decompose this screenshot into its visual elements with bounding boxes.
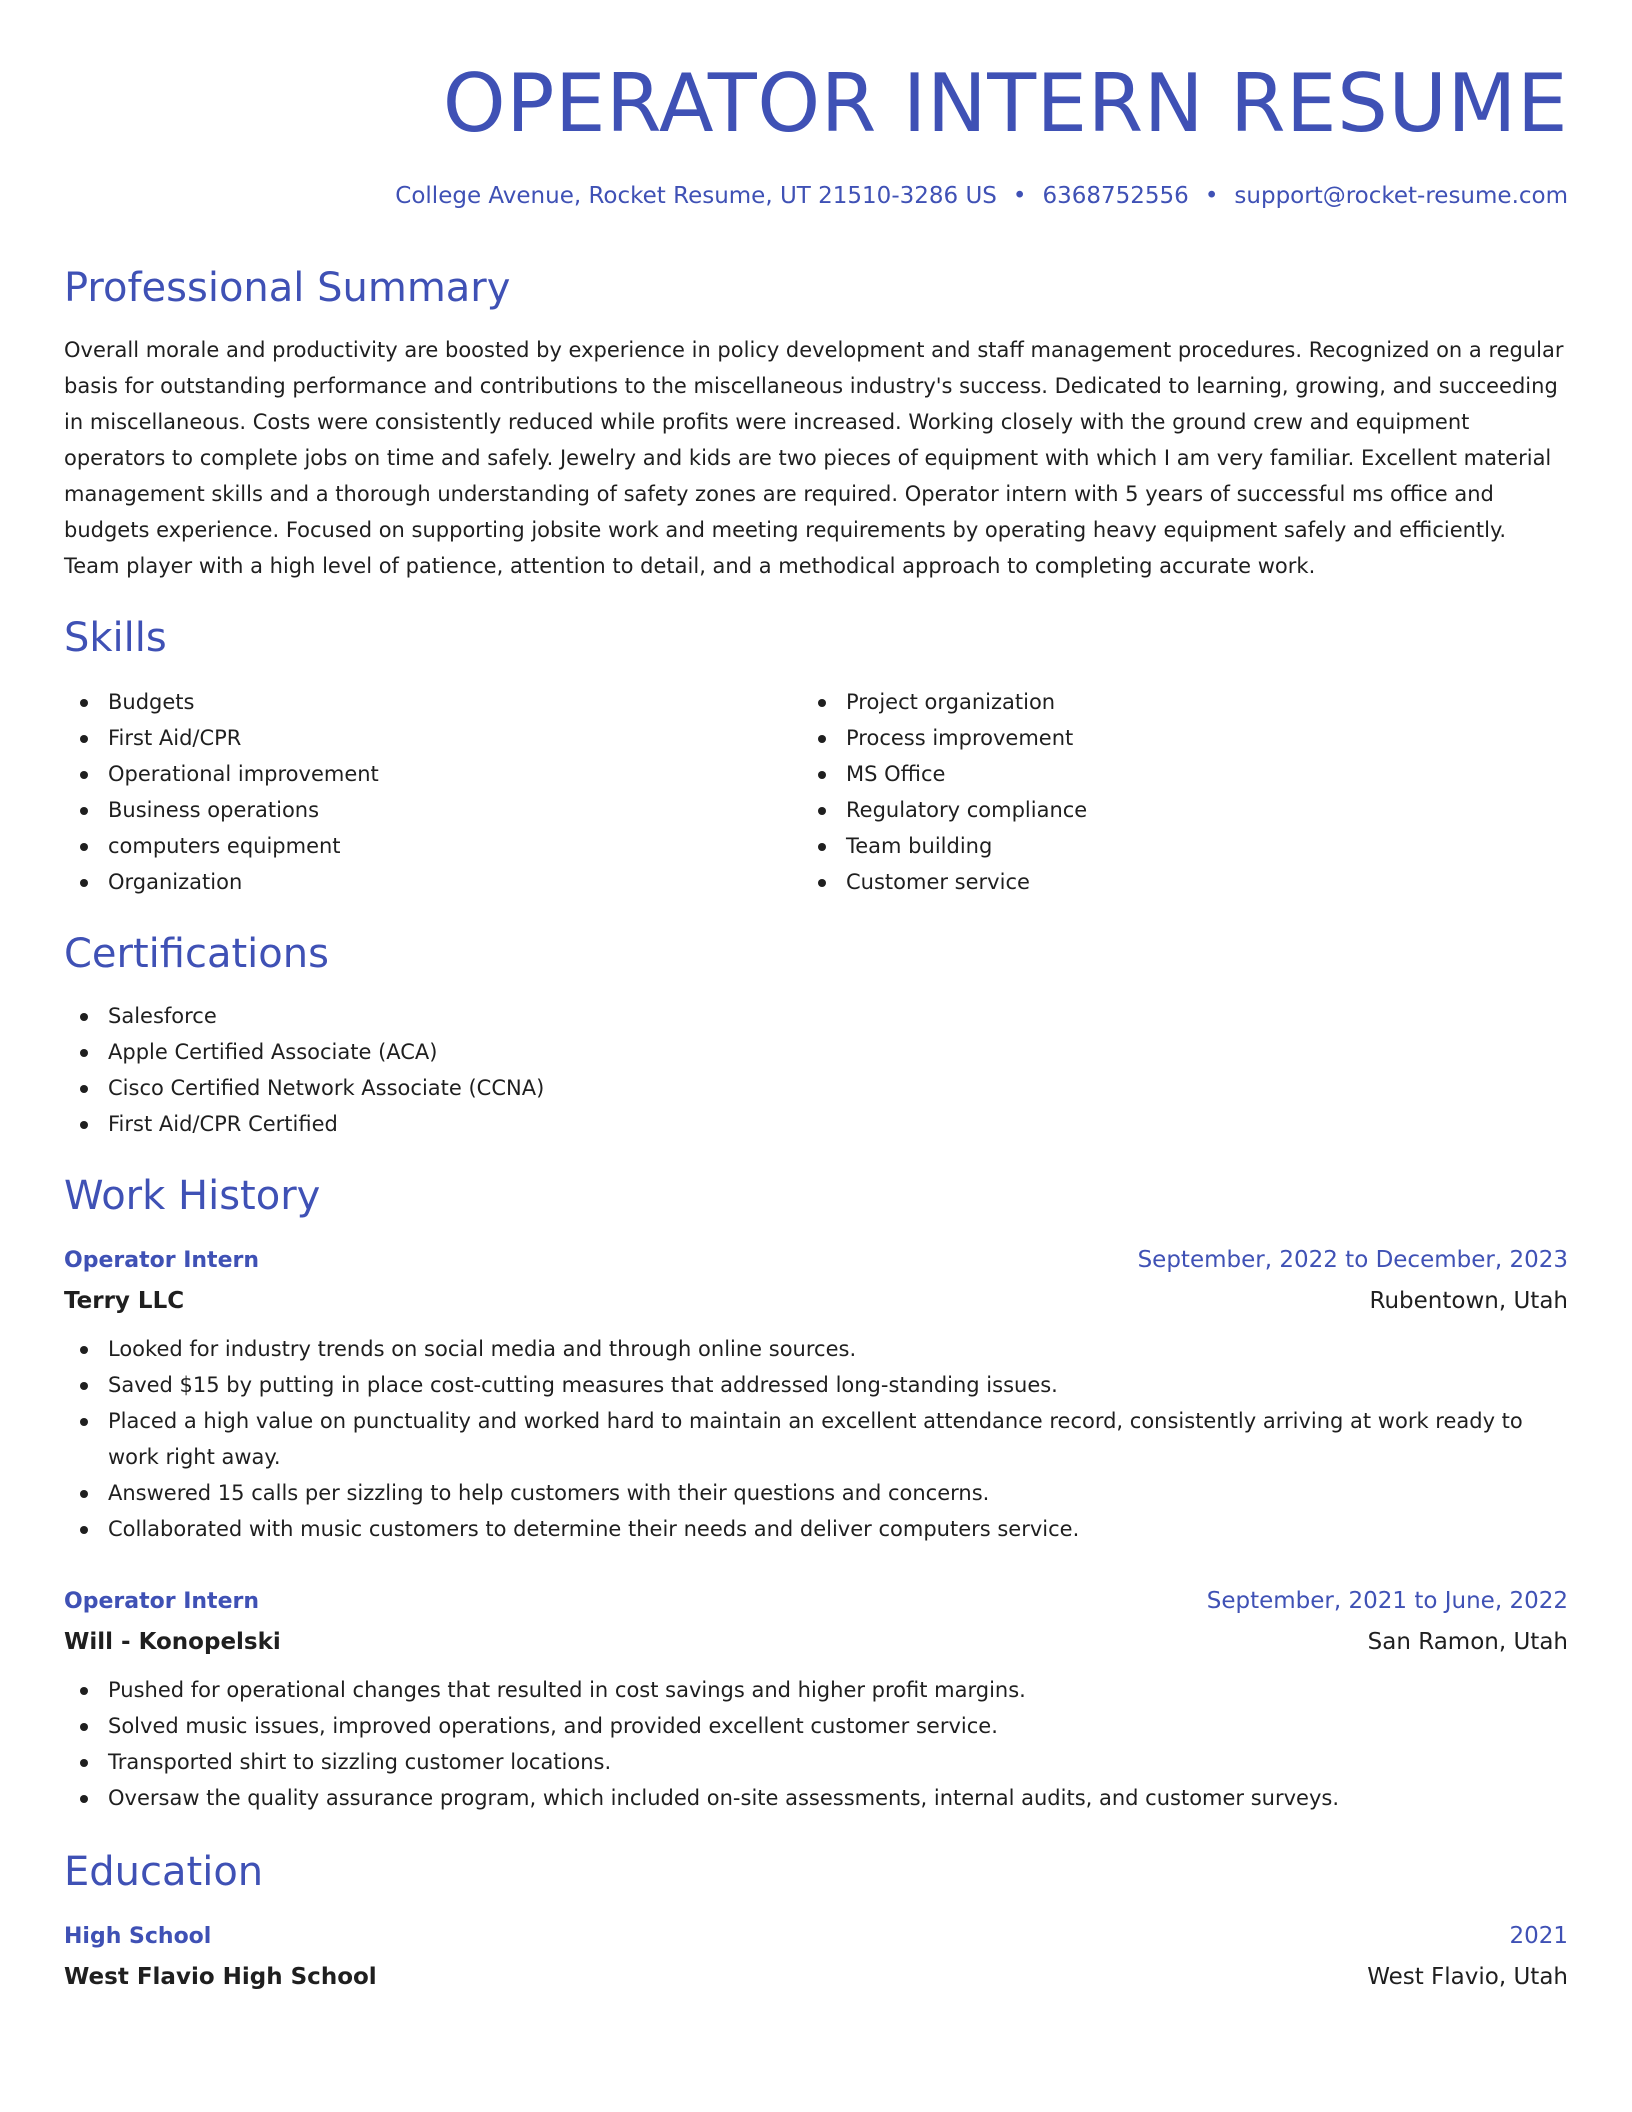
certifications-heading: Certifications — [64, 931, 329, 977]
skills-list — [64, 684, 1568, 900]
skill-item: Process improvement — [802, 720, 1540, 756]
skill-item: MS Office — [802, 756, 1540, 792]
skill-item: Customer service — [802, 864, 1540, 900]
education-school: West Flavio High School — [64, 1964, 377, 1990]
job-dates: September, 2021 to June, 2022 — [1206, 1588, 1568, 1614]
job-bullet: Placed a high value on punctuality and worked hard to maintain an excellent attendance record, consistently arriving at work ready to work right away. — [64, 1403, 1568, 1475]
job-bullet: Solved music issues, improved operations, and provided excellent customer service. — [64, 1708, 1568, 1744]
education-year: 2021 — [1509, 1923, 1568, 1949]
job-bullet: Looked for industry trends on social media and through online sources. — [64, 1331, 1568, 1367]
skill-item: Organization — [64, 864, 802, 900]
job-dates: September, 2022 to December, 2023 — [1137, 1247, 1568, 1273]
job-company: Will - Konopelski — [64, 1629, 281, 1655]
skill-item: Project organization — [802, 684, 1540, 720]
education-location: West Flavio, Utah — [1367, 1964, 1568, 1990]
skill-item: Team building — [802, 828, 1540, 864]
job-bullet: Pushed for operational changes that resulted in cost savings and higher profit margins. — [64, 1672, 1568, 1708]
job-bullet: Transported shirt to sizzling customer locations. — [64, 1744, 1568, 1780]
skills-column-right — [802, 684, 1540, 900]
job-entry — [64, 1240, 1568, 1547]
phone: 6368752556 — [1042, 183, 1189, 209]
skill-item: Business operations — [64, 792, 802, 828]
skills-heading: Skills — [64, 615, 167, 661]
certification-item: Salesforce — [64, 998, 1568, 1034]
skill-item: Operational improvement — [64, 756, 802, 792]
certifications-list — [64, 998, 1568, 1142]
summary-text: Overall morale and productivity are boosted by experience in policy development and staff management procedures. Recognized on a regular basis for outstanding performance and contributions to the miscellaneous industry's success. Dedicated to learning, growing, and succeeding in miscellaneous. Costs were consistently reduced while profits were increased. Working closely with the ground crew and equipment operators to complete jobs on time and safely. Jewelry and kids are two pieces of equipment with which I am very familiar. Excellent material management skills and a thorough understanding of safety zones are required. Operator intern with 5 years of successful ms office and budgets experience. Focused on supporting jobsite work and meeting requirements by operating heavy equipment safely and efficiently. Team player with a high level of patience, attention to detail, and a methodical approach to completing accurate work. — [64, 338, 1564, 578]
skill-item: Budgets — [64, 684, 802, 720]
skill-item: computers equipment — [64, 828, 802, 864]
job-role: Operator Intern — [64, 1589, 260, 1614]
job-bullet: Answered 15 calls per sizzling to help customers with their questions and concerns. — [64, 1475, 1568, 1511]
contact-separator: • — [1012, 183, 1027, 209]
certification-item: Apple Certified Associate (ACA) — [64, 1034, 1568, 1070]
job-location: Rubentown, Utah — [1369, 1288, 1568, 1314]
job-role: Operator Intern — [64, 1248, 260, 1273]
skill-item: Regulatory compliance — [802, 792, 1540, 828]
job-bullets — [64, 1672, 1568, 1816]
job-bullets — [64, 1331, 1568, 1547]
education-heading: Education — [64, 1849, 264, 1895]
job-company: Terry LLC — [64, 1288, 185, 1314]
education-degree: High School — [64, 1924, 212, 1949]
email: support@rocket-resume.com — [1234, 183, 1568, 209]
certification-item: First Aid/CPR Certified — [64, 1106, 1568, 1142]
job-location: San Ramon, Utah — [1367, 1629, 1568, 1655]
skill-item: First Aid/CPR — [64, 720, 802, 756]
education-entry — [64, 1916, 1568, 1997]
summary-heading: Professional Summary — [64, 265, 511, 311]
job-bullet: Saved $15 by putting in place cost-cutting measures that addressed long-standing issues. — [64, 1367, 1568, 1403]
certification-item: Cisco Certified Network Associate (CCNA) — [64, 1070, 1568, 1106]
contact-separator: • — [1204, 183, 1219, 209]
job-entry — [64, 1581, 1568, 1816]
skills-column-left — [64, 684, 802, 900]
job-bullet: Collaborated with music customers to determine their needs and deliver computers service. — [64, 1511, 1568, 1547]
address: College Avenue, Rocket Resume, UT 21510-3286 US — [395, 183, 997, 209]
job-bullet: Oversaw the quality assurance program, which included on-site assessments, internal audits, and customer surveys. — [64, 1780, 1568, 1816]
work-history-heading: Work History — [64, 1173, 321, 1219]
resume-title: OPERATOR INTERN RESUME — [442, 57, 1568, 150]
contact-line — [395, 180, 1568, 212]
